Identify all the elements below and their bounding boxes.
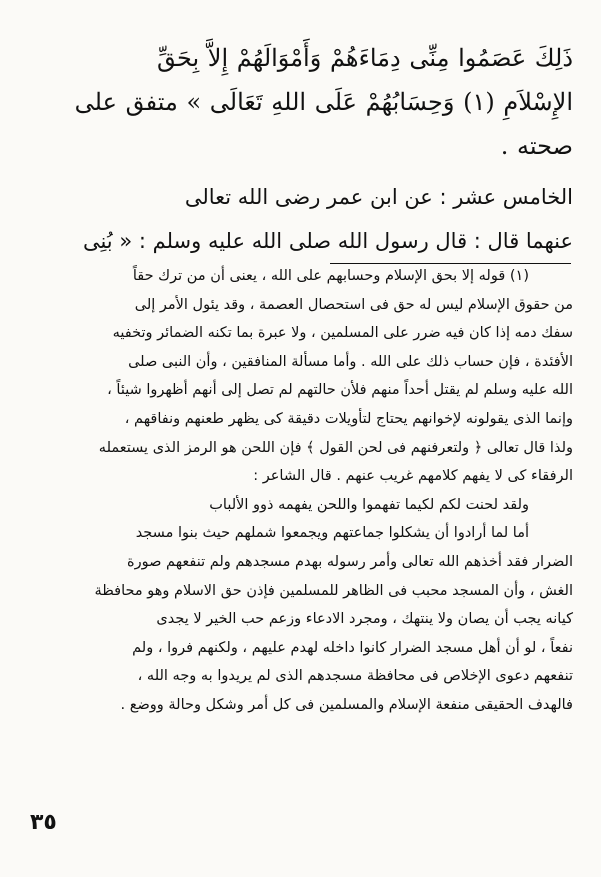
page-number: ٣٥ (30, 810, 57, 835)
footnote-line: كيانه يجب أن يصان ولا ينتهك ، ومجرد الادعاء وزعم حب الخير لا يجدى (156, 611, 573, 628)
footnote-line: الغش ، وأن المسجد محبب فى الظاهر للمسلمين فإذن حق الاسلام وهو محافظة (94, 582, 573, 599)
hadith-text-block (28, 36, 573, 168)
hadith-line: الإِسْلاَمِ (١) وَحِسَابُهُمْ عَلَى اللهِ تَعَالَى » متفق على (74, 88, 573, 116)
footnote-line: الرفقاء كى لا يفهم كلامهم غريب عنهم . قال الشاعر : (253, 468, 573, 485)
heading-line: عنهما قال : قال رسول الله صلى الله عليه وسلم : « بُنِى (82, 229, 573, 253)
footnote-line: الأفئدة ، فإن حساب ذلك على الله . وأما مسألة المنافقين ، وأن النبى صلى (128, 353, 573, 370)
footnote-line: (١) قوله إلا بحق الإسلام وحسابهم على الله ، يعنى أن من ترك حقاً (132, 268, 529, 284)
footnote-line: ولذا قال تعالى ﴿ ولتعرفنهم فى لحن القول ﴾ فإن اللحن هو الرمز الذى يستعمله (98, 439, 573, 456)
footnote-line: نفعاً ، لو أن أهل مسجد الضرار كانوا داخله لهدم عليهم ، ولكنهم فروا ، ولم (132, 639, 573, 656)
hadith-line: ذَلِكَ عَصَمُوا مِنِّى دِمَاءَهُمْ وَأَمْوَالَهُمْ إِلاَّ بِحَقِّ (156, 44, 573, 72)
heading-line: الخامس عشر : عن ابن عمر رضى الله تعالى (184, 185, 573, 209)
poetry-verse: ولقد لحنت لكم لكيما تفهموا واللحن يفهمه ذوو الألباب (209, 496, 529, 513)
footnote-line: الله عليه وسلم لم يقتل أحداً منهم فلأن حالتهم لم تصل إلى أنهم أظهروا شيئاً ، (107, 382, 573, 399)
footnote-block (28, 262, 573, 720)
footnote-line: الضرار فقد أخذهم الله تعالى وأمر رسوله بهدم مسجدهم ولم تنفعهم صورة (127, 553, 573, 570)
section-heading (28, 175, 573, 263)
footnote-line: فالهدف الحقيقى منفعة الإسلام والمسلمين فى كل أمر وشكل وحالة ووضع . (120, 696, 573, 713)
footnote-line: من حقوق الإسلام ليس له حق فى استحصال العصمة ، وقد يئول الأمر إلى (134, 296, 573, 313)
footnote-line: أما لما أرادوا أن يشكلوا جماعتهم ويجمعوا شملهم حيث بنوا مسجد (135, 525, 529, 542)
footnote-line: سفك دمه إذا كان فيه ضرر على المسلمين ، ولا عبرة بما تكنه الضمائر وتخفيه (112, 325, 573, 342)
footnote-line: تنفعهم دعوى الإخلاص فى محافظة مسجدهم الذى لم يريدوا به وجه الله ، (137, 668, 573, 685)
hadith-line: صحته . (500, 132, 573, 160)
footnote-line: وإنما الذى يقولونه لإخوانهم يحتاج لتأويلات دقيقة كى يظهر طعنهم ونفاقهم ، (124, 410, 573, 427)
